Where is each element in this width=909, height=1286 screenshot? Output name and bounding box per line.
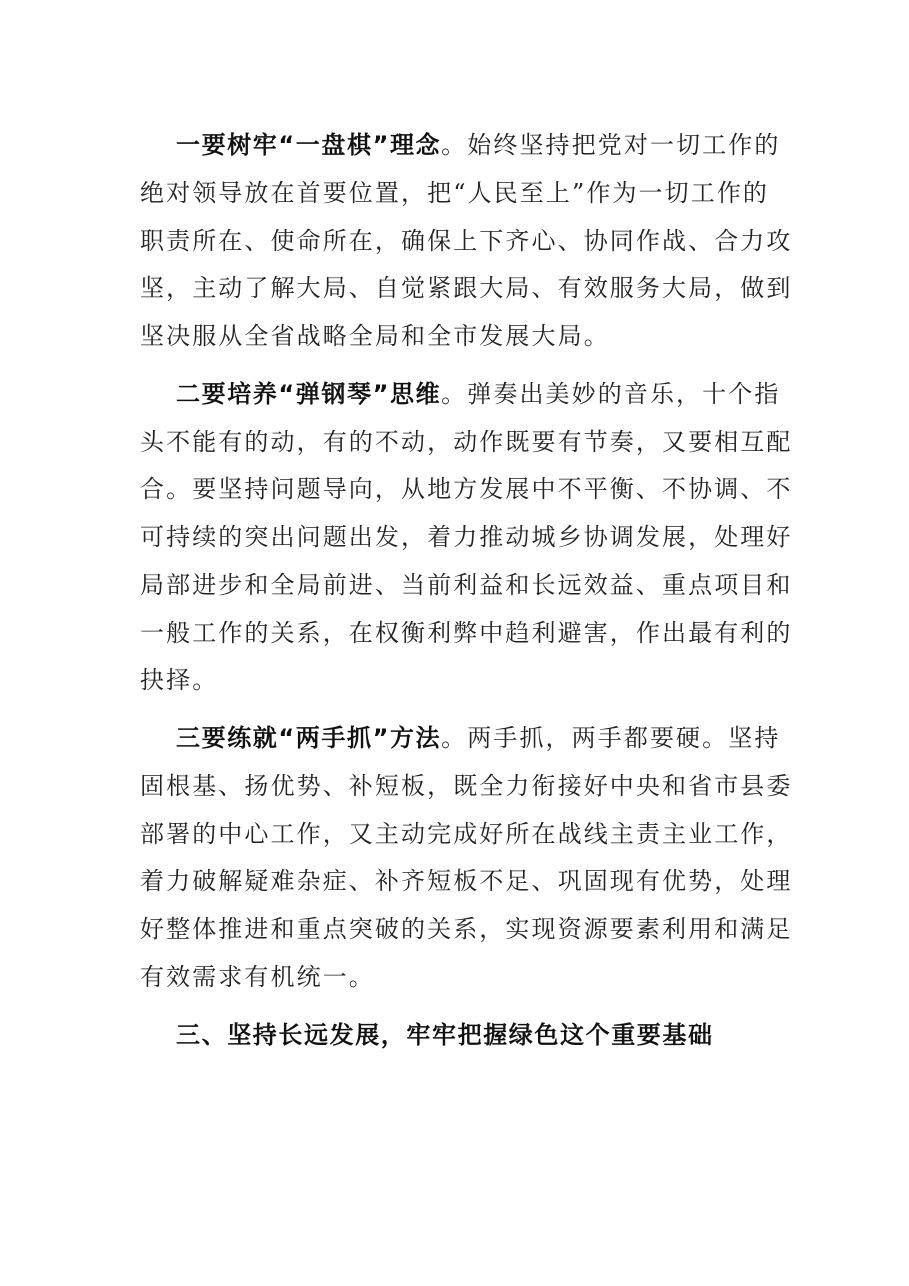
paragraph-2-text: 。弹奏出美妙的音乐，十个指 <box>441 380 781 408</box>
paragraph-2-line-3: 合。要坚持问题导向，从地方发展中不平衡、不协调、不 <box>140 475 793 503</box>
section-heading: 三、坚持长远发展，牢牢把握绿色这个重要基础 <box>176 1021 714 1049</box>
paragraph-2-line-4: 可持续的突出问题出发，着力推动城乡协调发展，处理好 <box>140 523 793 551</box>
paragraph-1-line-2: 绝对领导放在首要位置，把“人民至上”作为一切工作的 <box>140 179 770 207</box>
paragraph-3-line-2: 固根基、扬优势、补短板，既全力衔接好中央和省市县委 <box>140 772 793 800</box>
paragraph-1-line-4: 坚，主动了解大局、自觉紧跟大局、有效服务大局，做到 <box>140 274 793 302</box>
paragraph-1-line-3: 职责所在、使命所在，确保上下齐心、协同作战、合力攻 <box>140 227 793 255</box>
paragraph-2-line-2: 头不能有的动，有的不动，动作既要有节奏，又要相互配 <box>140 428 793 456</box>
paragraph-3-text: 。两手抓，两手都要硬。坚持 <box>441 724 781 752</box>
paragraph-1-lead: 一要树牢“一盘棋”理念 <box>176 131 442 159</box>
paragraph-3-lead: 三要练就“两手抓”方法 <box>176 724 442 752</box>
paragraph-2-lead: 二要培养“弹钢琴”思维 <box>176 380 442 408</box>
paragraph-2-line-7: 抉择。 <box>140 666 219 694</box>
paragraph-2-line-5: 局部进步和全局前进、当前利益和长远效益、重点项目和 <box>140 571 793 599</box>
paragraph-3-line-4: 着力破解疑难杂症、补齐短板不足、巩固现有优势，处理 <box>140 867 793 895</box>
paragraph-1-line-1 <box>176 125 806 165</box>
paragraph-1-line-5: 坚决服从全省战略全局和全市发展大局。 <box>140 322 610 350</box>
paragraph-1-text: 。始终坚持把党对一切工作的 <box>441 131 781 159</box>
paragraph-2-line-6: 一般工作的关系，在权衡利弊中趋利避害，作出最有利的 <box>140 619 793 647</box>
paragraph-3-line-1 <box>176 718 806 758</box>
paragraph-3-line-6: 有效需求有机统一。 <box>140 963 375 991</box>
paragraph-3-line-5: 好整体推进和重点突破的关系，实现资源要素利用和满足 <box>140 915 793 943</box>
paragraph-3-line-3: 部署的中心工作，又主动完成好所在战线主责主业工作， <box>140 820 793 848</box>
paragraph-2-line-1 <box>176 374 806 414</box>
